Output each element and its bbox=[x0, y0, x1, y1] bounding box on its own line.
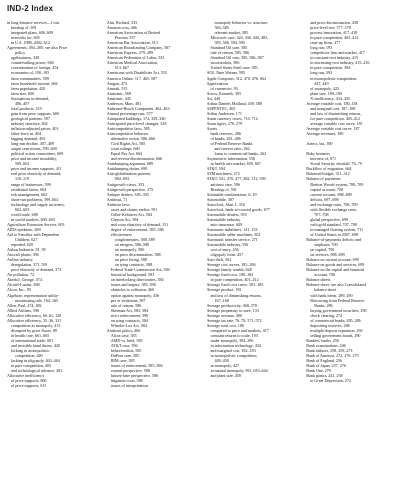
index-entry: 447, 449 bbox=[314, 80, 329, 86]
index-entry: 599–602 bbox=[15, 161, 30, 167]
index-entry: in pure competition, 405 bbox=[11, 363, 51, 369]
index-entry: 602–603 bbox=[15, 206, 30, 212]
index-entry: Equal Pay Act, 663 bbox=[110, 151, 143, 157]
index-entry: effectiveness bbox=[110, 231, 132, 237]
index-entry: laissez-faire perspective, 586 bbox=[110, 373, 159, 379]
index-entry: Civil Rights Act, 585 bbox=[110, 141, 146, 147]
index-entry: 118–119 bbox=[15, 176, 29, 182]
index-entry: with flexible exchange rates, bbox=[310, 206, 357, 212]
index-entry: Autoclock, Alan J., 316 bbox=[206, 201, 245, 207]
index-entry: per se violations, 587 bbox=[110, 297, 146, 303]
page-header bbox=[7, 4, 401, 15]
index-entry: geological patterns, 597 bbox=[11, 115, 50, 121]
index-entry: in health care market, 659, 667 bbox=[210, 161, 261, 167]
index-entry: rule of reason, 585, 586 bbox=[210, 50, 250, 56]
index-entry: residential farms, 604 bbox=[11, 186, 47, 192]
index-entry: labor-force in, 404 bbox=[11, 131, 42, 137]
index-entry: Art, 449 bbox=[206, 95, 221, 101]
index-entry: in pure competition, 401–412 bbox=[210, 277, 259, 283]
index-entry: output restrictions, 599–600 bbox=[11, 146, 57, 152]
index-entry: Anderson, Marc, 481 bbox=[106, 100, 142, 106]
index-entry: networks for, 605 bbox=[11, 35, 40, 41]
index-entry: IBM case, 585 bbox=[110, 358, 135, 364]
index-entry: with gold standard, 707–708 bbox=[310, 221, 357, 227]
index-entry: account, 700 bbox=[314, 272, 336, 278]
index-entry: 585, 586, 594–595 bbox=[214, 40, 246, 46]
index-entry: Average productivity, 368–370 bbox=[206, 302, 257, 308]
index-entry: antitrust case, 596 bbox=[210, 181, 240, 187]
index-entry: on tying contracts, 584 bbox=[110, 317, 149, 323]
index-entry: buying government securities, 290 bbox=[310, 307, 367, 313]
index-entry: monopoly behavior vs. structure, bbox=[214, 20, 269, 25]
index-entry: Amgen, 473 bbox=[106, 80, 127, 86]
index-entry: Bank panics, 241, 258 bbox=[306, 373, 343, 379]
index-entry: Social Security shortfall, 76–79 bbox=[310, 161, 362, 167]
index-entry: Assets bbox=[206, 125, 218, 131]
index-entry: Apple Computer, 312, 470, 476, 662 bbox=[206, 75, 267, 81]
index-entry: 167–168 bbox=[214, 297, 229, 303]
index-entry: Average cost curves, 181–186 bbox=[206, 262, 256, 268]
index-entry: Akerlof, George, 374 bbox=[7, 277, 42, 283]
index-entry: loans to commercial banks, 262 bbox=[214, 151, 267, 157]
index-entry: policy bbox=[15, 50, 26, 56]
index-entry: conglomerates, 588–589 bbox=[114, 237, 155, 243]
index-entry: lacking in oligopoly, 463–464 bbox=[11, 358, 60, 364]
index-entry: and plant size, 450 bbox=[210, 373, 241, 379]
index-entry: Alcatel-Lucent, 368 bbox=[7, 282, 40, 288]
index-entry: AT&T, 341, 470, 477, 482, 512, 590 bbox=[206, 176, 266, 182]
index-entry: and price discrimination, 438 bbox=[310, 20, 358, 25]
index-columns bbox=[7, 20, 401, 476]
index-entry: Sherman Act, 583, 584 bbox=[110, 307, 149, 313]
index-column-4 bbox=[306, 20, 401, 476]
index-entry: Average fixed cost curve, 181–185 bbox=[206, 282, 264, 288]
index-entry: price-level rise, 577–578 bbox=[310, 25, 351, 31]
index-entry: Average revenue, 400 bbox=[206, 312, 243, 318]
index-entry: Asian currency crises, 710, 712 bbox=[206, 115, 258, 121]
index-entry: Antitrust laws bbox=[106, 201, 130, 207]
index-entry: and marginal cost, 182–183 bbox=[210, 348, 256, 354]
index-entry: on services, 698–699 bbox=[310, 252, 345, 258]
index-entry: Average tax rate, 76–79, 571–572 bbox=[206, 317, 262, 323]
index-entry: price elasticity of demand, 373 bbox=[11, 267, 62, 273]
index-entry: of commercial banks, 285–286 bbox=[310, 317, 361, 323]
index-entry: Balance sheets bbox=[306, 277, 331, 283]
index-entry: Anheuser-Busch Companies, 462–463 bbox=[106, 105, 170, 111]
index-entry: Attainable combinations, 6–19 bbox=[206, 191, 257, 197]
index-entry: behavioralists, 585 bbox=[110, 348, 142, 354]
index-entry: capital account, 700 bbox=[310, 186, 343, 192]
index-entry: Antidumping argument, 689 bbox=[106, 161, 153, 167]
index-entry: price and income instability, bbox=[11, 156, 58, 162]
index-entry: Arthur Daniels Midland, 439, 588 bbox=[206, 100, 262, 106]
index-entry: fluctuations in demand, bbox=[11, 95, 50, 101]
index-entry: Standard Oil case, 585, 586–587 bbox=[210, 55, 264, 61]
index-entry: of banks, 281–286 bbox=[210, 136, 241, 142]
index-entry: industry structure, 602 bbox=[11, 120, 48, 126]
index-entry: and reverse discrimination, 666 bbox=[110, 156, 163, 162]
index-entry: structuralists, 586 bbox=[210, 60, 240, 66]
index-entry: Anatomic, 445 bbox=[106, 95, 131, 101]
index-entry: on capital, 700 bbox=[310, 247, 335, 253]
index-entry: Alcoa, Inc., 95 bbox=[7, 287, 32, 293]
index-entry: Anticompetitive laws, 585 bbox=[106, 125, 150, 131]
index-entry: Average family wealth, 628 bbox=[206, 267, 252, 273]
index-entry: Aztecs, lax, 390 bbox=[306, 141, 333, 147]
index-entry: short-run problems, 599–602 bbox=[11, 196, 59, 202]
index-entry: AT&T, 594 bbox=[206, 166, 226, 172]
index-entry: auto insurance, 609 bbox=[210, 221, 243, 227]
index-entry: under monopoly, 394–396 bbox=[210, 337, 254, 343]
index-entry: current account, 698–699 bbox=[310, 191, 352, 197]
index-entry: repealed, 629 bbox=[11, 242, 33, 248]
index-entry: oligopoly from, 457 bbox=[210, 252, 244, 258]
index-entry: Anti-globalization protests, bbox=[106, 171, 152, 177]
index-entry: of international trade, 681 bbox=[11, 337, 54, 343]
index-entry: Automobile seller machines, 502 bbox=[206, 231, 261, 237]
index-entry: Aid to Families with Dependent bbox=[7, 231, 60, 237]
index-entry: in monopoly, 427 bbox=[210, 363, 240, 369]
running-head: IND-2 Index bbox=[7, 4, 54, 13]
index-entry: Allied Airlines, 596 bbox=[7, 307, 40, 313]
index-entry: Automatic stabilizers, 141, 153 bbox=[206, 226, 258, 232]
index-entry: and law of diminishing returns, bbox=[210, 292, 262, 298]
index-entry: Average product, 181 bbox=[206, 287, 242, 293]
index-entry: Wheeler-Lea Act, 584 bbox=[110, 322, 147, 328]
index-entry: Backflow of migration, 664 bbox=[306, 166, 352, 172]
index-entry: Auto theft, 502 bbox=[206, 257, 232, 263]
index-entry: of United States in 2007, 698 bbox=[310, 231, 358, 237]
index-entry: cost of entry, 456 bbox=[210, 247, 239, 253]
index-entry: in pure competition, 394 bbox=[310, 65, 351, 71]
index-entry: Automobile industry bbox=[206, 216, 241, 222]
index-entry: balance sheet bbox=[314, 287, 337, 293]
index-entry: current perspective, 586 bbox=[110, 368, 150, 374]
index-entry: risk management, 602 bbox=[11, 191, 48, 197]
index-entry: option against monopoly, 436 bbox=[110, 292, 160, 298]
index-entry: in monopolistic competition, bbox=[310, 75, 358, 81]
index-entry: breakup of, 691 bbox=[11, 25, 37, 31]
index-entry: competition, 449 bbox=[15, 353, 43, 359]
index-entry: Agreements, 394–405; see also Price bbox=[7, 45, 68, 51]
index-entry: relevant market, 585 bbox=[214, 30, 249, 36]
index-entry: agribusiness, 438 bbox=[11, 55, 40, 61]
index-entry: world trade, 608 bbox=[11, 211, 38, 217]
index-entry: in monopolistic competition, bbox=[210, 353, 258, 359]
index-entry: Baby boomers bbox=[306, 151, 330, 157]
index-entry: 692–693 bbox=[114, 176, 130, 182]
index-entry: Average fixed cost, 180–184 bbox=[206, 272, 254, 278]
index-entry: Bankers' banks, 256 bbox=[306, 337, 339, 343]
index-entry: real price elasticity of demand, bbox=[11, 171, 62, 177]
index-entry: degree of enforcement, 585–586 bbox=[110, 226, 164, 232]
index-entry: and exchange rates, 708–709 bbox=[310, 201, 358, 207]
index-entry: farm communities, 599 bbox=[11, 75, 49, 81]
index-entry: historical background, 583 bbox=[110, 272, 155, 278]
index-entry: and cross elasticity of demand, 151 bbox=[110, 221, 169, 227]
index-entry: Persons, 557 bbox=[114, 35, 136, 41]
index-entry: Algebraic representation utility- bbox=[7, 292, 60, 298]
index-entry: Appreciation bbox=[206, 80, 228, 86]
index-entry: Bretton Woods system, 708–709 bbox=[310, 181, 364, 187]
index-entry: farm population, 420 bbox=[11, 85, 46, 91]
index-entry: Federal Trade Commission Act, 584 bbox=[110, 267, 170, 273]
index-entry: Antigrowth perspective, 375 bbox=[106, 186, 154, 192]
index-entry: Balance of payments bbox=[306, 176, 341, 182]
index-entry: Amtrak, 515 bbox=[106, 85, 128, 91]
index-entry: Average revenues, 180 bbox=[306, 131, 344, 137]
index-entry: Automobile dealers, 593 bbox=[206, 211, 247, 217]
index-entry: in managed floating system, 711 bbox=[310, 226, 364, 232]
index-entry: Bank of England, 256 bbox=[306, 358, 342, 364]
index-entry: on monopoly, 586 bbox=[114, 247, 145, 253]
index-entry: Antigrowth views, 353 bbox=[106, 181, 145, 187]
index-entry: Allocative inefficiency bbox=[7, 373, 45, 379]
index-entry: Antitrust, 71 bbox=[106, 196, 128, 202]
index-entry: United States Steel case, 585 bbox=[210, 65, 258, 71]
index-entry: constant returns to scale, 193 bbox=[210, 332, 258, 338]
index-entry: Borrowing from Federal Reserve bbox=[310, 297, 365, 303]
index-entry: Anticipated price-level changes, 328 bbox=[106, 120, 167, 126]
index-entry: on interlocking directorates, 584 bbox=[110, 277, 164, 283]
index-entry: and invisible hand theory, 420 bbox=[11, 343, 61, 348]
index-entry: inflation-adjusted prices, 401 bbox=[11, 125, 59, 131]
index-entry: Clayton Act, 584 bbox=[110, 216, 139, 222]
index-entry: long-run decline, 407–409 bbox=[11, 141, 55, 147]
index-column-3 bbox=[207, 20, 302, 476]
index-entry: ATM machines, 272 bbox=[206, 171, 240, 177]
index-entry: bank reserves, 286 bbox=[210, 131, 241, 137]
index-entry: AMD vs. Intel, 585 bbox=[110, 337, 143, 343]
index-entry: Airline industry bbox=[7, 257, 33, 263]
index-entry: global perspective, 699 bbox=[310, 216, 349, 222]
index-entry: American Express, 279, 289 bbox=[106, 50, 154, 56]
index-entry: in natural monopoly, 591, 633–644 bbox=[210, 368, 268, 374]
index-entry: in health care, 661–665 bbox=[11, 332, 50, 338]
index-entry: American Association of Retired bbox=[106, 30, 161, 36]
index-entry: deregulation, 371, 591 bbox=[11, 262, 48, 268]
index-entry: in U.S. 1998–2002, 612 bbox=[11, 40, 50, 46]
index-entry: AIDS epidemic, 669 bbox=[7, 226, 41, 232]
index-entry: in Great Depression, 272 bbox=[310, 378, 351, 384]
index-entry: farm household income, 604 bbox=[11, 80, 58, 86]
index-entry: and technological advance, 481 bbox=[11, 368, 63, 374]
index-entry: concentration of foreign, 454 bbox=[11, 65, 59, 71]
index-entry: increase of, 671 bbox=[310, 156, 337, 162]
index-entry: 406–407 bbox=[15, 100, 30, 106]
index-entry: obstacles to collusion, 460 bbox=[110, 287, 154, 293]
index-entry: deficits, 697–698 bbox=[310, 196, 339, 202]
index-entry: Balance on the capital and financial bbox=[306, 267, 365, 273]
index-entry: issues of enforcement, 585–586 bbox=[110, 363, 163, 369]
index-entry: Bank of America, 272, 276, 279 bbox=[306, 353, 359, 359]
index-entry: check clearing, 274 bbox=[310, 312, 342, 318]
index-entry: Bank One, 279 bbox=[306, 368, 331, 374]
index-entry: Balanced budget, 311–312 bbox=[306, 171, 350, 177]
index-entry: on price discrimination, 588 bbox=[114, 252, 161, 258]
index-entry: Arthur Andersen, 171 bbox=[206, 110, 242, 116]
index-entry: Bank of Japan, 257, 276 bbox=[306, 363, 346, 369]
index-entry: political action committees, 609 bbox=[11, 151, 64, 157]
index-entry: Antiquated buildings, 174, 339–340 bbox=[106, 115, 166, 121]
index-entry: Standard Oil case, 585 bbox=[210, 45, 248, 51]
index-entry: technology and supply increases, bbox=[11, 201, 65, 207]
index-column-2 bbox=[107, 20, 202, 476]
index-entry: farm size, 600 bbox=[11, 90, 35, 96]
index-entry: Breakup of, 591 bbox=[210, 186, 237, 192]
index-entry: Automobile, 307 bbox=[206, 196, 235, 202]
index-entry: multiple-deposit expansion, 292 bbox=[310, 327, 363, 333]
index-entry: 584–585 bbox=[214, 25, 229, 31]
index-entry: and marginal cost, 187–188 bbox=[310, 105, 356, 111]
index-entry: Bank examinations, 246 bbox=[306, 343, 346, 348]
index-entry: Alcoa case, 585 bbox=[110, 332, 137, 338]
index-entry: 513, 667 bbox=[114, 65, 130, 71]
index-entry: AT&T case, 596 bbox=[110, 343, 138, 348]
index-entry: X-inefficiency, 434–435 bbox=[310, 95, 350, 101]
index-entry: and law of diminishing returns, bbox=[310, 110, 362, 116]
index-entry: selling government bonds, 290 bbox=[310, 332, 361, 338]
index-entry: competitive firm and market, 417 bbox=[310, 50, 365, 56]
index-entry: Balance-of-payments deficits and bbox=[306, 237, 361, 243]
index-entry: gain from price supports, 606 bbox=[11, 110, 60, 116]
index-entry: of currencies, 93 bbox=[210, 85, 238, 91]
index-entry: of Federal Reserve Banks bbox=[210, 141, 253, 147]
index-entry: American Federation of Labor, 533 bbox=[106, 55, 165, 61]
index-entry: Anticompetitive behavior bbox=[106, 131, 149, 137]
index-entry: long run, 393 bbox=[310, 70, 333, 76]
index-entry: America Online, 117, 465, 587 bbox=[106, 75, 158, 81]
index-entry: AOL Time Warner, 595 bbox=[206, 70, 245, 76]
index-entry: maximizing rule, 164–165 bbox=[15, 297, 59, 303]
index-entry: Allocative efficiency, 35–36, 331 bbox=[7, 317, 62, 323]
index-entry: Automatic transfer service, 271 bbox=[206, 237, 258, 243]
index-entry: and reserve ratio, 262 bbox=[214, 146, 250, 152]
index-entry: of price supports, 606 bbox=[11, 378, 47, 384]
index-entry: Microsoft case, 424, 436, 443, 483, bbox=[210, 35, 269, 41]
index-entry: in pure competition, 405–412 bbox=[310, 35, 359, 41]
index-entry: Balance sheet; see also Consolidated bbox=[306, 282, 367, 288]
index-entry: Antitrust policy, 466 bbox=[106, 327, 141, 333]
index-entry: countervailing power, 660 bbox=[11, 60, 54, 66]
index-entry: integrated plans, 606–609 bbox=[11, 30, 54, 36]
index-entry: Balance on goods and services, 699 bbox=[306, 262, 365, 268]
index-column-1 bbox=[7, 20, 102, 476]
index-entry: Airbus Industrie, 81, 95 bbox=[7, 247, 46, 253]
index-entry: compared to price and markets, 417 bbox=[210, 327, 269, 333]
index-entry: plant size, 189–190 bbox=[310, 90, 342, 96]
index-entry: on mergers, 586–588 bbox=[114, 242, 150, 248]
index-entry: lacking in monopolistic bbox=[11, 348, 50, 354]
index-entry: issues of interpretation bbox=[110, 383, 148, 389]
index-entry: disrupted by price floors, 80 bbox=[11, 327, 57, 333]
index-entry: with bank items, 289, 290 bbox=[310, 292, 353, 298]
index-entry: Autoclock, bank-to-coaxial goods, 677 bbox=[206, 206, 270, 212]
index-entry: Celler-Kefauver Act, 584 bbox=[110, 211, 152, 217]
index-entry: surpluses, 700 bbox=[314, 242, 338, 248]
index-entry: on price fixing, 588 bbox=[114, 257, 147, 263]
index-entry: Americans with Disabilities Act, 552 bbox=[106, 70, 167, 76]
index-entry: Allen, Paul, 474, 482 bbox=[7, 302, 42, 308]
index-entry: 449–450 bbox=[214, 358, 229, 364]
index-entry: Automobile industry, 356 bbox=[206, 242, 249, 248]
index-entry: Average variable cost curve, 187 bbox=[306, 125, 360, 131]
index-entry: process innovation, 417–418 bbox=[310, 30, 358, 36]
index-entry: depositing reserves, 286 bbox=[310, 322, 350, 328]
index-entry: competition as monopoly, 413 bbox=[11, 322, 61, 328]
index-entry: Bank failures, 258, 259–273 bbox=[306, 348, 353, 354]
index-entry: Anatomic, 569 bbox=[106, 90, 131, 96]
index-entry: Asian tigers, 276, 279 bbox=[206, 120, 243, 126]
index-entry: on tying contracts, 588 bbox=[114, 262, 153, 268]
index-entry: strict enforcement, 590 bbox=[110, 312, 149, 318]
index-entry: Amazon.com, 466 bbox=[106, 25, 137, 31]
index-entry: Average propensity to save, 133 bbox=[206, 307, 259, 313]
index-entry: Balance on current account, 699 bbox=[306, 257, 359, 263]
index-entry: Antique dealers, 349–350 bbox=[106, 191, 149, 197]
index-entry: Antidumping duties, 690 bbox=[106, 166, 148, 172]
index-entry: in information technology, 434 bbox=[210, 343, 261, 348]
index-entry: cases and claims earlier, 591 bbox=[110, 206, 158, 212]
index-entry: in long distance services—Cont. bbox=[7, 20, 60, 25]
index-entry: Asymmetric information, 556 bbox=[206, 156, 256, 162]
index-entry: Allocative efficiency, 60–61, 120 bbox=[7, 312, 62, 318]
index-entry: Banks, 286 bbox=[314, 302, 333, 308]
index-entry: Annual percentage rate, 577 bbox=[106, 110, 153, 116]
index-entry: start-up firms, 477 bbox=[310, 40, 341, 46]
index-entry: in constant-cost industry, 415 bbox=[310, 55, 359, 61]
index-entry: American Broadcasting Company, 587 bbox=[106, 45, 171, 51]
index-entry: Air pollution, 72 bbox=[7, 272, 35, 278]
index-entry: American Bar Association, 513 bbox=[106, 40, 158, 46]
index-entry: of price supports, 611 bbox=[11, 383, 47, 389]
index-entry: Agriculture Extension Service, 603 bbox=[7, 221, 65, 227]
index-entry: food products, 319 bbox=[11, 105, 42, 111]
index-entry: Average variable cost, 180–181 bbox=[306, 100, 358, 106]
index-entry: lagging demand, 403 bbox=[11, 136, 46, 142]
index-entry: in world markets, 600–603 bbox=[11, 216, 55, 222]
index-entry: average variable cost curve, 181 bbox=[310, 120, 363, 126]
index-entry: price and income supports, 411 bbox=[11, 166, 62, 172]
index-entry: Aircraft plants, 396 bbox=[7, 252, 39, 258]
index-entry: range of businesses, 599 bbox=[11, 181, 51, 187]
index-entry: Average total cost, 180 bbox=[206, 322, 244, 328]
index-entry: economies of, 190–195 bbox=[11, 70, 50, 76]
index-entry: court rulings, 660 bbox=[110, 146, 140, 152]
index-entry: Alm, Richard, 333 bbox=[106, 20, 138, 25]
index-entry: American Medical Association, bbox=[106, 60, 159, 66]
index-entry: issues and impact, 585–590 bbox=[110, 282, 156, 288]
index-entry: of monopoly, 425 bbox=[310, 85, 340, 91]
index-entry: 707–708 bbox=[314, 211, 329, 217]
index-entry: DuPont case, 585 bbox=[110, 353, 140, 359]
index-entry: litigation costs, 586 bbox=[110, 378, 143, 384]
index-entry: long run, 193 bbox=[310, 45, 333, 51]
index-entry: Arrow, Kenneth, 393 bbox=[206, 90, 241, 96]
index-entry: in increasing-cost industry, 415–416 bbox=[310, 60, 370, 66]
index-entry: for pure competition, 405–412 bbox=[310, 115, 360, 121]
index-entry: ASPENTEC, 465 bbox=[206, 105, 236, 111]
index-entry: Children, 627 bbox=[15, 237, 38, 243]
index-entry: alternative action, 586–666 bbox=[110, 136, 156, 142]
index-entry: rule of reason, 586 bbox=[110, 302, 142, 308]
